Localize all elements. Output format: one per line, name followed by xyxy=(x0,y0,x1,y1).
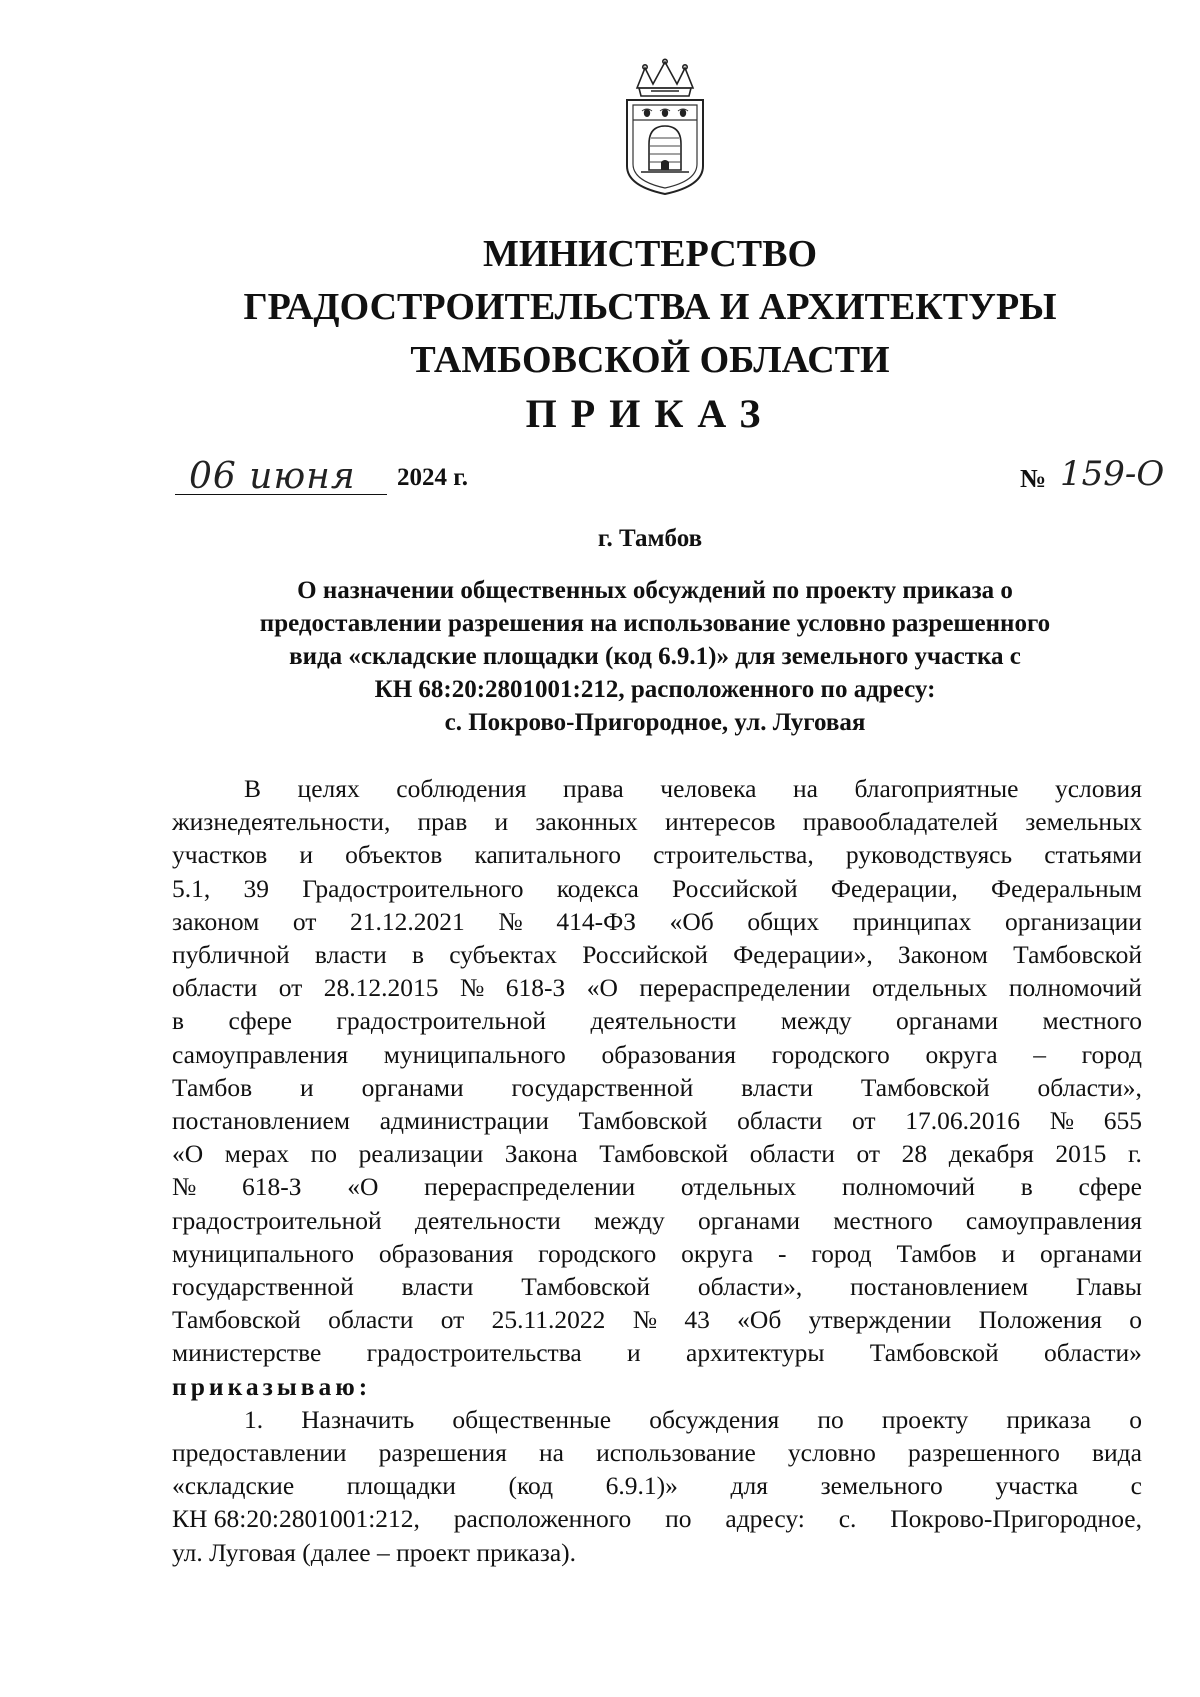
word: градостроительной xyxy=(336,1006,547,1036)
word: полномочий xyxy=(1008,973,1142,1003)
word: вида xyxy=(1091,1438,1142,1468)
word: Положения xyxy=(978,1305,1102,1335)
item-1-last-line: ул. Луговая (далее – проект приказа). xyxy=(172,1537,577,1567)
word: 43 xyxy=(684,1305,710,1335)
word: и xyxy=(299,840,313,870)
word: о xyxy=(1129,1305,1142,1335)
date-year: 2024 г. xyxy=(397,464,469,491)
word: декабря xyxy=(948,1139,1034,1169)
word: город xyxy=(811,1238,872,1268)
word: общих xyxy=(747,906,820,936)
word: капитального xyxy=(474,840,622,870)
text-line xyxy=(172,971,1142,1004)
word: Градостроительного xyxy=(302,873,524,903)
text-line xyxy=(172,772,1142,805)
word: 2015 xyxy=(1055,1139,1107,1169)
word: субъектах xyxy=(449,940,558,970)
word: органами xyxy=(697,1205,801,1235)
word: между xyxy=(594,1205,665,1235)
word: строительства, xyxy=(653,840,814,870)
word: с xyxy=(1130,1471,1142,1501)
word: перераспределении xyxy=(639,973,851,1003)
word: и xyxy=(627,1338,641,1368)
word: и xyxy=(300,1072,314,1102)
word: между xyxy=(780,1006,852,1036)
ministry-name xyxy=(150,228,1150,387)
word: на xyxy=(538,1438,564,1468)
word: Тамбовской xyxy=(578,1106,708,1136)
word: объектов xyxy=(345,840,443,870)
word: по xyxy=(817,1404,844,1434)
word: от xyxy=(856,1139,881,1169)
word: перераспределении xyxy=(424,1172,636,1202)
word: и xyxy=(1001,1238,1016,1268)
word: 6.9.1)» xyxy=(605,1471,678,1501)
word: – xyxy=(1033,1039,1046,1069)
word: самоуправления xyxy=(965,1205,1142,1235)
word: разрешения xyxy=(378,1438,507,1468)
word: г. xyxy=(1127,1139,1142,1169)
word: 17.06.2016 xyxy=(905,1106,1020,1136)
word: (код xyxy=(508,1471,554,1501)
order-subject xyxy=(160,574,1150,739)
word: Покрово-Пригородное, xyxy=(890,1504,1142,1534)
word: отдельных xyxy=(680,1172,797,1202)
word: и xyxy=(494,807,509,837)
word: «О xyxy=(172,1139,204,1169)
text-line xyxy=(172,1336,1142,1369)
text-line xyxy=(172,1469,1142,1502)
subject-line: вида «складские площадки (код 6.9.1)» для земельного участка с xyxy=(289,643,1021,670)
text-line xyxy=(172,1403,1142,1436)
word: деятельности xyxy=(414,1205,561,1235)
word: области», xyxy=(1037,1072,1142,1102)
word: органами xyxy=(896,1006,999,1036)
word: по xyxy=(310,1139,338,1169)
text-line xyxy=(172,1270,1142,1303)
word: для xyxy=(730,1471,768,1501)
word: Законом xyxy=(897,940,988,970)
word: «О xyxy=(347,1172,379,1202)
word: полномочий xyxy=(841,1172,976,1202)
word: человека xyxy=(660,774,757,803)
date-underline xyxy=(175,494,387,495)
word: № xyxy=(632,1305,658,1335)
subject-line: предоставлении разрешения на использование условно разрешенного xyxy=(259,610,1051,637)
text-line xyxy=(172,1204,1142,1237)
word: округа xyxy=(681,1238,754,1268)
word: области xyxy=(737,1106,823,1136)
word: прав xyxy=(417,807,468,837)
word: местного xyxy=(833,1205,933,1235)
word: Тамбовской xyxy=(599,1139,729,1169)
word: городского xyxy=(538,1238,657,1268)
handwritten-number: 159-О xyxy=(1060,454,1165,494)
word: на xyxy=(792,774,818,803)
word: от xyxy=(292,906,317,936)
word: проекту xyxy=(881,1404,969,1434)
word: Федерации», xyxy=(733,940,873,970)
ministry-line: ТАМБОВСКОЙ ОБЛАСТИ xyxy=(410,339,890,381)
text-line xyxy=(172,905,1142,938)
text-line xyxy=(172,1502,1142,1535)
subject-line: КН 68:20:2801001:212, расположенного по адресу: xyxy=(374,676,936,703)
word: № xyxy=(1049,1106,1075,1136)
text-line xyxy=(172,1170,1142,1203)
word: отдельных xyxy=(871,973,988,1003)
word: статьями xyxy=(1044,840,1142,870)
word: по xyxy=(665,1504,692,1534)
word: градостроительной xyxy=(172,1205,382,1235)
tambov-coat-of-arms-icon xyxy=(617,58,713,196)
word: области xyxy=(749,1139,835,1169)
word: № xyxy=(172,1172,197,1202)
word: публичной xyxy=(172,940,290,970)
word: Закона xyxy=(504,1139,578,1169)
text-line xyxy=(172,1104,1142,1137)
word: власти xyxy=(741,1072,813,1102)
word: 655 xyxy=(1103,1106,1142,1136)
text-line xyxy=(172,872,1142,905)
word: В xyxy=(244,774,262,803)
word: в xyxy=(1020,1172,1033,1202)
word: самоуправления xyxy=(172,1039,349,1069)
text-line xyxy=(172,1137,1142,1170)
text-line xyxy=(172,1038,1142,1071)
word: кодекса xyxy=(556,873,639,903)
text-line xyxy=(172,838,1142,871)
word: руководствуясь xyxy=(845,840,1013,870)
item-1-paragraph xyxy=(172,1403,1142,1536)
word: 28.12.2015 xyxy=(323,973,439,1003)
document-type-title: ПРИКАЗ xyxy=(525,391,775,436)
handwritten-date: 06 июня xyxy=(189,456,356,497)
word: Тамбовской xyxy=(860,1072,990,1102)
word: области xyxy=(328,1305,414,1335)
word: расположенного xyxy=(453,1504,632,1534)
word: от xyxy=(440,1305,465,1335)
word: в xyxy=(172,1006,185,1036)
order-body xyxy=(172,772,1142,1569)
text-line xyxy=(172,805,1142,838)
word: деятельности xyxy=(590,1006,737,1036)
text-line xyxy=(172,1237,1142,1270)
word: Тамбовской xyxy=(521,1272,651,1302)
city: г. Тамбов xyxy=(597,525,703,552)
ministry-line: МИНИСТЕРСТВО xyxy=(482,233,818,275)
word: принципах xyxy=(852,906,972,936)
word: участка xyxy=(995,1471,1079,1501)
word: образования xyxy=(378,1238,514,1268)
subject-line: с. Покрово-Пригородное, ул. Луговая xyxy=(444,709,866,736)
word: правообладателей xyxy=(802,807,999,837)
word: Главы xyxy=(1075,1272,1142,1302)
word: Тамбовской xyxy=(1013,940,1142,970)
word: «Об xyxy=(737,1305,782,1335)
word: мерах xyxy=(224,1139,290,1169)
word: использование xyxy=(596,1438,756,1468)
word: условно xyxy=(787,1438,876,1468)
word: жизнедеятельности, xyxy=(172,807,391,837)
word: образования xyxy=(601,1039,736,1069)
word: 21.12.2021 xyxy=(350,906,465,936)
word: градостроительства xyxy=(366,1338,582,1368)
word: участков xyxy=(172,840,268,870)
word: государственной xyxy=(511,1072,694,1102)
word: власти xyxy=(314,940,387,970)
word: - xyxy=(777,1238,787,1268)
word: 618-З xyxy=(505,973,566,1003)
word: № xyxy=(498,906,523,936)
word: благоприятные xyxy=(854,774,1019,803)
ministry-line: ГРАДОСТРОИТЕЛЬСТВА И АРХИТЕКТУРЫ xyxy=(243,286,1057,328)
text-line xyxy=(172,938,1142,971)
order-word: приказываю: xyxy=(172,1371,372,1401)
word: 28 xyxy=(901,1139,928,1169)
word: городского xyxy=(771,1039,890,1069)
word: области xyxy=(172,973,258,1003)
word: Тамбов xyxy=(172,1072,253,1102)
word: организации xyxy=(1004,906,1142,936)
word: интересов xyxy=(664,807,776,837)
text-line xyxy=(172,1303,1142,1336)
text-line xyxy=(172,1071,1142,1104)
word: муниципального xyxy=(172,1238,354,1268)
text-line xyxy=(172,1004,1142,1037)
word: соблюдения xyxy=(396,774,527,803)
word: условия xyxy=(1054,774,1142,803)
word: № xyxy=(459,973,485,1003)
word: области» xyxy=(1043,1338,1142,1368)
word: архитектуры xyxy=(686,1338,825,1368)
word: Российской xyxy=(582,940,708,970)
word: реализации xyxy=(358,1139,484,1169)
preamble-paragraph xyxy=(172,772,1142,1370)
word: утверждении xyxy=(808,1305,952,1335)
word: муниципального xyxy=(383,1039,566,1069)
word: Тамбовской xyxy=(869,1338,999,1368)
word: сфере xyxy=(228,1006,292,1036)
word: Федерации, xyxy=(830,873,958,903)
word: государственной xyxy=(172,1272,354,1302)
word: Тамбовской xyxy=(172,1305,301,1335)
word: «О xyxy=(586,973,618,1003)
word: округа xyxy=(925,1039,998,1069)
word: законных xyxy=(535,807,638,837)
word: Тамбов xyxy=(896,1238,977,1268)
subject-line: О назначении общественных обсуждений по проекту приказа о xyxy=(297,577,1013,604)
word: площадки xyxy=(346,1471,456,1501)
word: постановлением xyxy=(850,1272,1029,1302)
word: законом xyxy=(172,906,260,936)
word: постановлением xyxy=(172,1106,351,1136)
word: 39 xyxy=(243,873,269,903)
word: 414-ФЗ xyxy=(556,906,636,936)
word: предоставлении xyxy=(172,1438,347,1468)
date-number-line xyxy=(175,456,1175,506)
word: разрешенного xyxy=(908,1438,1060,1468)
word: права xyxy=(562,774,624,803)
word: 5.1, xyxy=(172,873,211,903)
word: адресу: xyxy=(725,1504,805,1534)
word: с. xyxy=(838,1504,857,1534)
word: «Об xyxy=(669,906,714,936)
word: сфере xyxy=(1078,1172,1142,1202)
word: органами xyxy=(361,1072,464,1102)
number-sign: № xyxy=(1020,464,1047,493)
word: от xyxy=(852,1106,876,1136)
word: местного xyxy=(1042,1006,1142,1036)
word: целях xyxy=(297,774,360,803)
word: город xyxy=(1081,1039,1142,1069)
word: КН 68:20:2801001:212, xyxy=(172,1504,420,1534)
word: в xyxy=(411,940,424,970)
word: от xyxy=(278,973,303,1003)
word: общественные xyxy=(452,1404,612,1434)
word: 25.11.2022 xyxy=(491,1305,606,1335)
word: Федеральным xyxy=(990,873,1142,903)
word: власти xyxy=(401,1272,474,1302)
word: земельного xyxy=(820,1471,943,1501)
word: органами xyxy=(1039,1238,1142,1268)
text-line xyxy=(172,1436,1142,1469)
word: приказа xyxy=(1006,1404,1092,1434)
word: земельных xyxy=(1025,807,1142,837)
word: обсуждения xyxy=(649,1404,780,1434)
word: министерстве xyxy=(172,1338,322,1368)
word: администрации xyxy=(379,1106,549,1136)
word: «складские xyxy=(172,1471,295,1501)
word: Назначить xyxy=(301,1404,415,1434)
word: 1. xyxy=(244,1404,264,1434)
word: области», xyxy=(697,1272,803,1302)
word: Российской xyxy=(672,873,798,903)
word: 618-З xyxy=(242,1172,302,1202)
word: о xyxy=(1129,1404,1142,1434)
